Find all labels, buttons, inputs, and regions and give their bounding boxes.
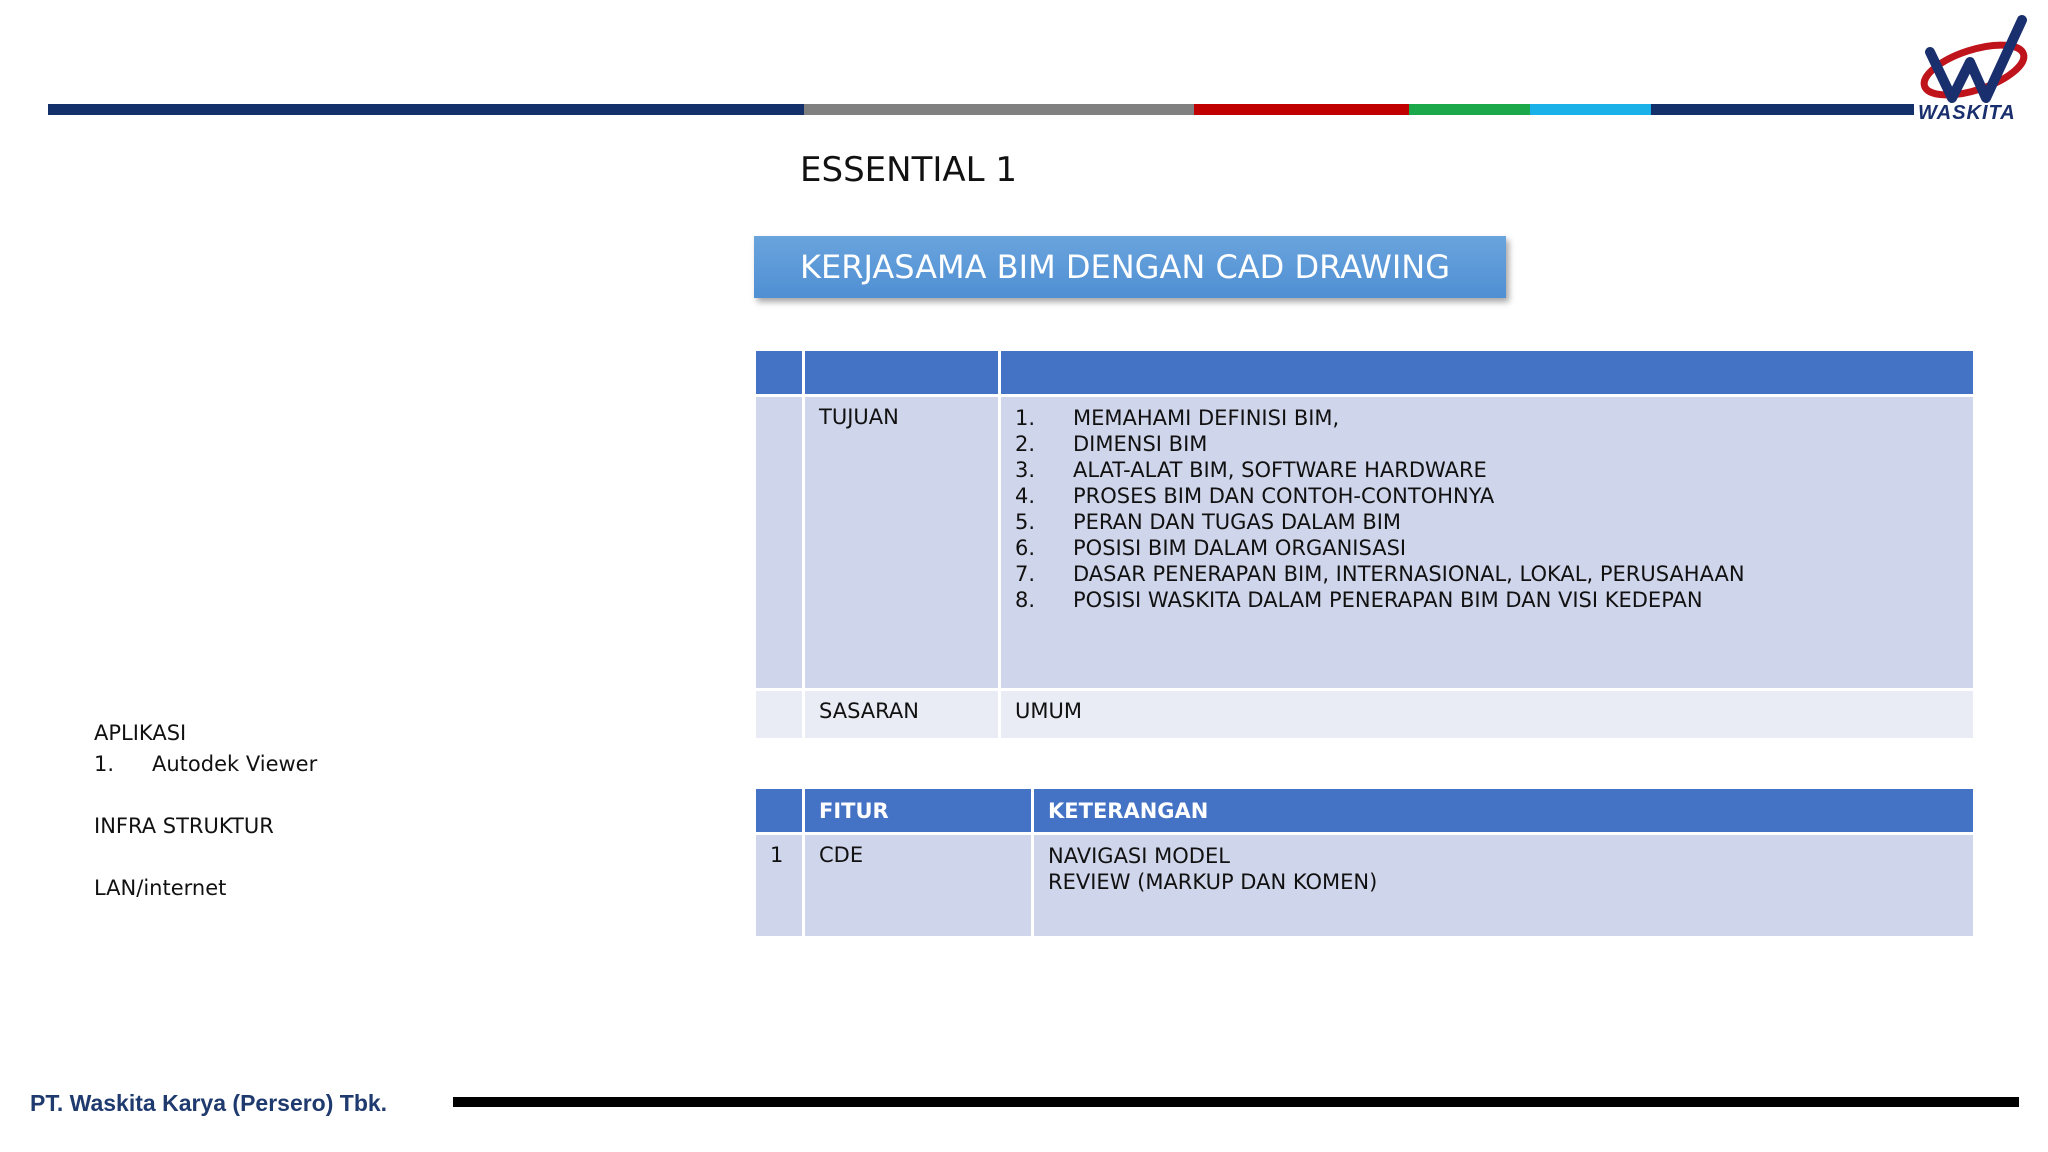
bar-segment-gray [804,104,1194,115]
row-value: UMUM [1000,690,1975,740]
infra-value: LAN/internet [94,876,227,900]
side-notes [94,718,317,904]
bar-segment-navy-right [1651,104,1914,115]
table-row-sasaran [755,690,1975,740]
feature-description [1033,834,1975,938]
waskita-logo-icon [1912,12,2042,104]
list-item: 7. DASAR PENERAPAN BIM, INTERNASIONAL, LOKAL, PERUSAHAAN [1015,562,1745,586]
bar-segment-cyan [1530,104,1651,115]
bar-segment-navy [48,104,804,115]
header-cell-fitur: FITUR [804,788,1033,834]
description-line: NAVIGASI MODEL [1048,844,1230,868]
features-table [753,786,1976,939]
row-number [755,396,804,690]
row-number: 1 [755,834,804,938]
logo-wordmark: WASKITA [1918,102,2016,124]
row-label: TUJUAN [804,396,1000,690]
table-header-row [755,788,1975,834]
footer-company-name: PT. Waskita Karya (Persero) Tbk. [30,1090,388,1116]
header-cell-keterangan: KETERANGAN [1033,788,1975,834]
description-line: REVIEW (MARKUP DAN KOMEN) [1048,870,1378,894]
list-item: 1. Autodek Viewer [94,752,318,776]
row-label: SASARAN [804,690,1000,740]
row-number [755,690,804,740]
header-cell [755,788,804,834]
table-row-tujuan [755,396,1975,690]
bar-segment-red [1194,104,1409,115]
slide-title: ESSENTIAL 1 [800,150,1017,190]
feature-name: CDE [804,834,1033,938]
table-header-row [755,350,1975,396]
banner-heading: KERJASAMA BIM DENGAN CAD DRAWING [754,236,1506,298]
table-row [755,834,1975,938]
goals-list [1015,405,1959,613]
header-cell [755,350,804,396]
goals-table [753,348,1976,741]
list-item: 4. PROSES BIM DAN CONTOH-CONTOHNYA [1015,484,1495,508]
footer-divider [453,1097,2019,1107]
list-item: 8. POSISI WASKITA DALAM PENERAPAN BIM DAN VISI KEDEPAN [1015,588,1703,612]
list-item: 3. ALAT-ALAT BIM, SOFTWARE HARDWARE [1015,458,1487,482]
goals-list-cell [1000,396,1975,690]
header-cell [804,350,1000,396]
header-cell [1000,350,1975,396]
bar-segment-green [1409,104,1530,115]
list-item: 6. POSISI BIM DALAM ORGANISASI [1015,536,1407,560]
list-item: 1. MEMAHAMI DEFINISI BIM, [1015,406,1340,430]
list-item: 2. DIMENSI BIM [1015,432,1208,456]
infra-heading: INFRA STRUKTUR [94,814,274,838]
waskita-logo [1912,12,2042,122]
app-heading: APLIKASI [94,721,187,745]
list-item: 5. PERAN DAN TUGAS DALAM BIM [1015,510,1402,534]
top-color-bar [48,104,1914,115]
